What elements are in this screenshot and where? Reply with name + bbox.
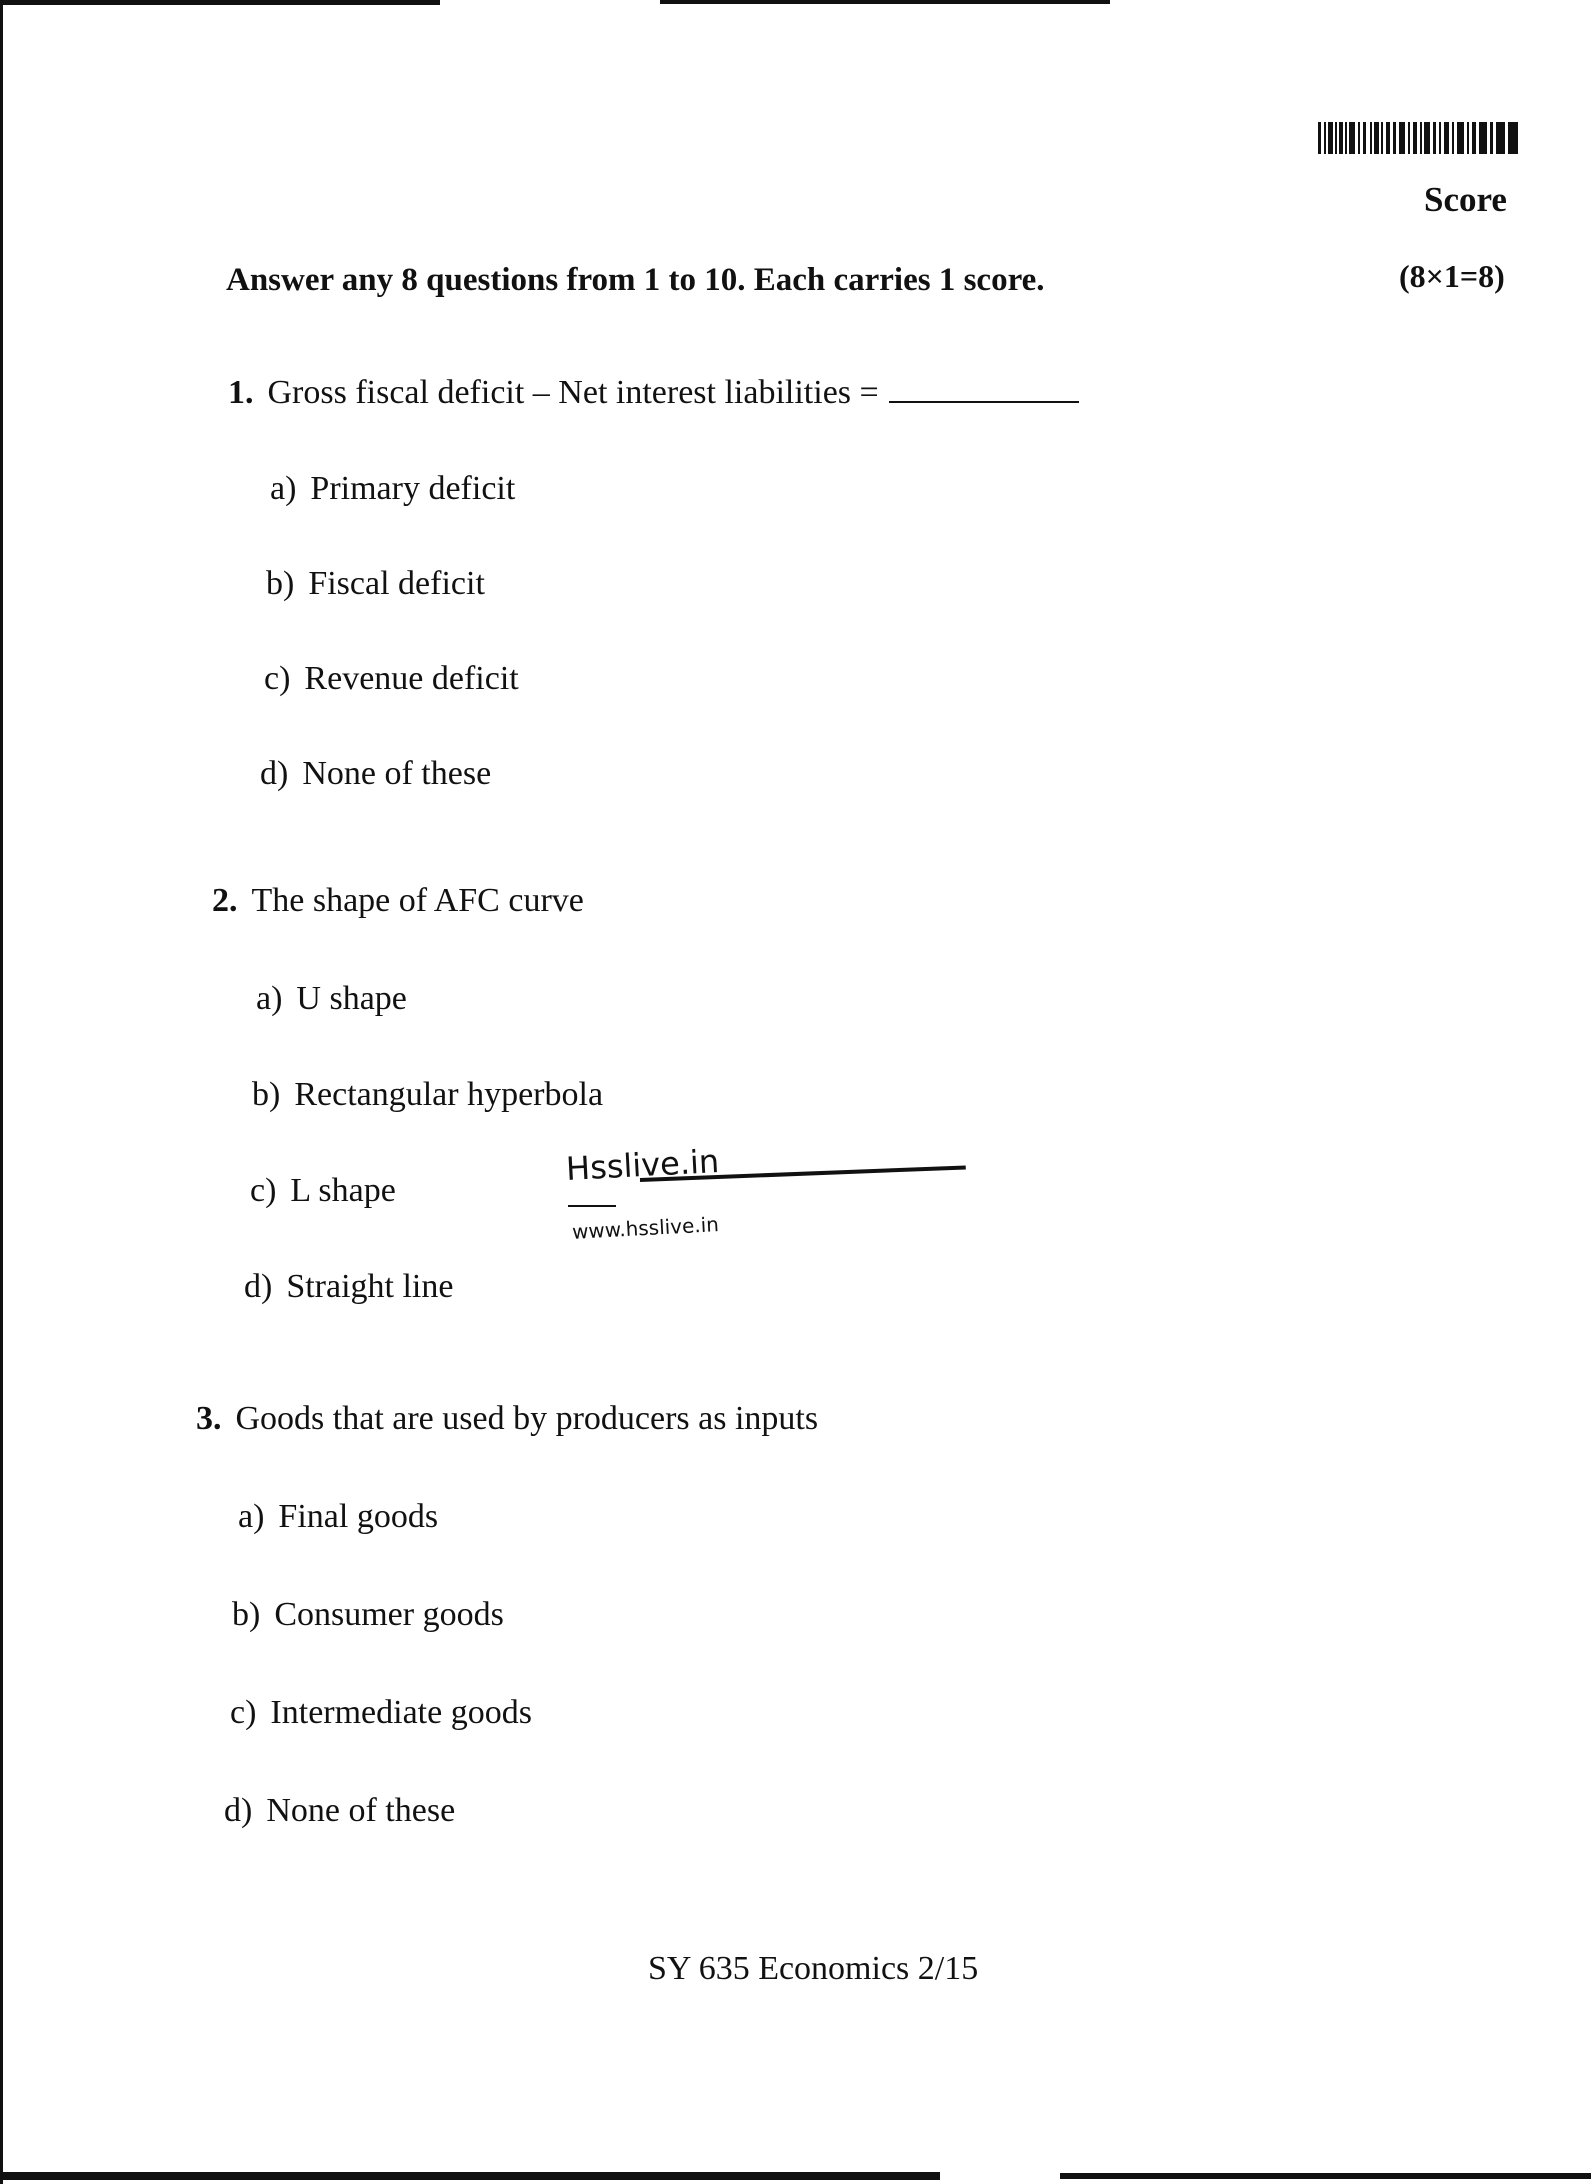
- option-label: d): [244, 1268, 273, 1305]
- option-text: Primary deficit: [310, 470, 516, 507]
- option-text: Intermediate goods: [270, 1694, 532, 1731]
- score-value: (8×1=8): [1399, 258, 1505, 294]
- option-1d: [260, 755, 491, 793]
- watermark-dash: [568, 1205, 616, 1207]
- section-instruction: Answer any 8 questions from 1 to 10. Each carries 1 score.: [226, 262, 1045, 298]
- option-1a: [270, 470, 515, 508]
- watermark-url: www.hsslive.in: [571, 1212, 720, 1244]
- option-text: Consumer goods: [274, 1596, 504, 1633]
- option-text: None of these: [302, 755, 492, 792]
- left-scan-edge: [0, 0, 3, 2184]
- option-2b: [252, 1076, 603, 1114]
- bottom-scan-edge-right: [1060, 2173, 1591, 2179]
- question-1: [228, 374, 1079, 412]
- option-text: U shape: [296, 980, 407, 1017]
- option-label: d): [260, 755, 289, 792]
- option-label: c): [230, 1694, 257, 1731]
- option-label: b): [266, 565, 295, 602]
- top-scan-edge-right: [660, 0, 1110, 4]
- option-3c: [230, 1694, 532, 1732]
- question-number: 1.: [228, 374, 254, 411]
- question-text: The shape of AFC curve: [251, 882, 584, 919]
- top-scan-edge: [0, 0, 440, 5]
- option-2a: [256, 980, 407, 1018]
- watermark-text: Hsslive.in: [565, 1142, 721, 1188]
- option-3d: [224, 1792, 455, 1830]
- option-text: Rectangular hyperbola: [294, 1076, 604, 1113]
- option-text: L shape: [290, 1172, 396, 1209]
- question-number: 2.: [212, 882, 238, 919]
- option-text: Fiscal deficit: [308, 565, 485, 602]
- page-footer: SY 635 Economics 2/15: [648, 1950, 979, 1987]
- question-2: [212, 882, 584, 920]
- option-label: c): [250, 1172, 277, 1209]
- option-label: b): [252, 1076, 281, 1113]
- answer-blank: [889, 399, 1079, 403]
- question-3: [196, 1400, 818, 1438]
- option-label: d): [224, 1792, 253, 1829]
- option-2d: [244, 1268, 453, 1306]
- question-number: 3.: [196, 1400, 222, 1437]
- option-text: None of these: [266, 1792, 456, 1829]
- question-text: Goods that are used by producers as inputs: [235, 1400, 819, 1437]
- score-label: Score: [1424, 180, 1507, 219]
- option-text: Straight line: [286, 1268, 454, 1305]
- option-1c: [264, 660, 519, 698]
- option-2c: [250, 1172, 396, 1210]
- option-3a: [238, 1498, 438, 1536]
- option-label: a): [270, 470, 297, 507]
- option-text: Final goods: [278, 1498, 439, 1535]
- bottom-scan-edge: [0, 2172, 940, 2180]
- question-text: Gross fiscal deficit – Net interest liabilities =: [267, 374, 879, 411]
- option-label: b): [232, 1596, 261, 1633]
- option-1b: [266, 565, 485, 603]
- option-text: Revenue deficit: [304, 660, 519, 697]
- option-label: a): [256, 980, 283, 1017]
- option-3b: [232, 1596, 504, 1634]
- option-label: c): [264, 660, 291, 697]
- barcode-icon: [1318, 122, 1518, 154]
- option-label: a): [238, 1498, 265, 1535]
